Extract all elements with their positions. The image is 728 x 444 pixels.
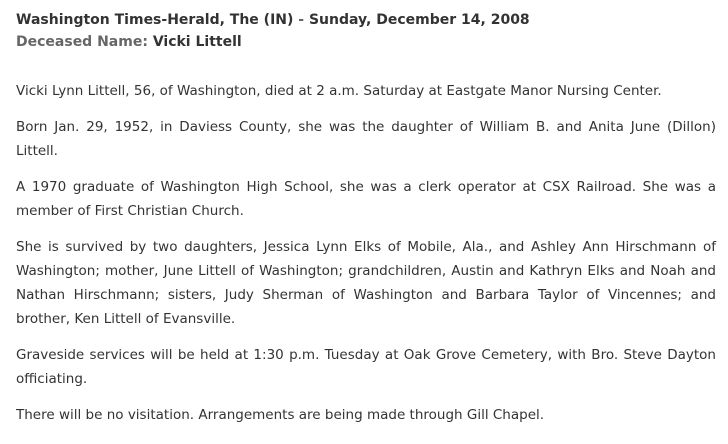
deceased-name: Vicki Littell [152,34,242,50]
paragraph-birth: Born Jan. 29, 1952, in Daviess County, she was the daughter of William B. and Anita June (Dillon) Littell. [16,119,716,159]
deceased-label: Deceased Name: [16,34,153,50]
publication-line [16,9,716,31]
paragraph-services: Graveside services will be held at 1:30 p.m. Tuesday at Oak Grove Cemetery, with Bro. Steve Dayton officiating. [16,347,716,387]
publication-date: Sunday, December 14, 2008 [308,12,530,28]
paragraph-education-career: A 1970 graduate of Washington High School, she was a clerk operator at CSX Railroad. She was a member of First Christian Church. [16,179,716,219]
publication-separator: - [293,12,309,28]
paragraph-arrangements: There will be no visitation. Arrangements are being made through Gill Chapel. [16,407,545,423]
obituary-body [16,79,716,427]
paragraph-survivors: She is survived by two daughters, Jessica Lynn Elks of Mobile, Ala., and Ashley Ann Hirschmann of Washington; mother, June Littell of Washington; grandchildren, Austin and Kathryn Elks and Noah and Nathan Hirschmann; sisters, Judy Sherman of Washington and Barbara Taylor of Vincennes; and brother, Ken Littell of Evansville. [16,239,716,327]
obituary-record [16,9,716,439]
paragraph-death-notice: Vicki Lynn Littell, 56, of Washington, died at 2 a.m. Saturday at Eastgate Manor Nursing Center. [16,83,662,99]
deceased-line [16,31,716,53]
publication-source: Washington Times-Herald, The (IN) [16,12,294,28]
